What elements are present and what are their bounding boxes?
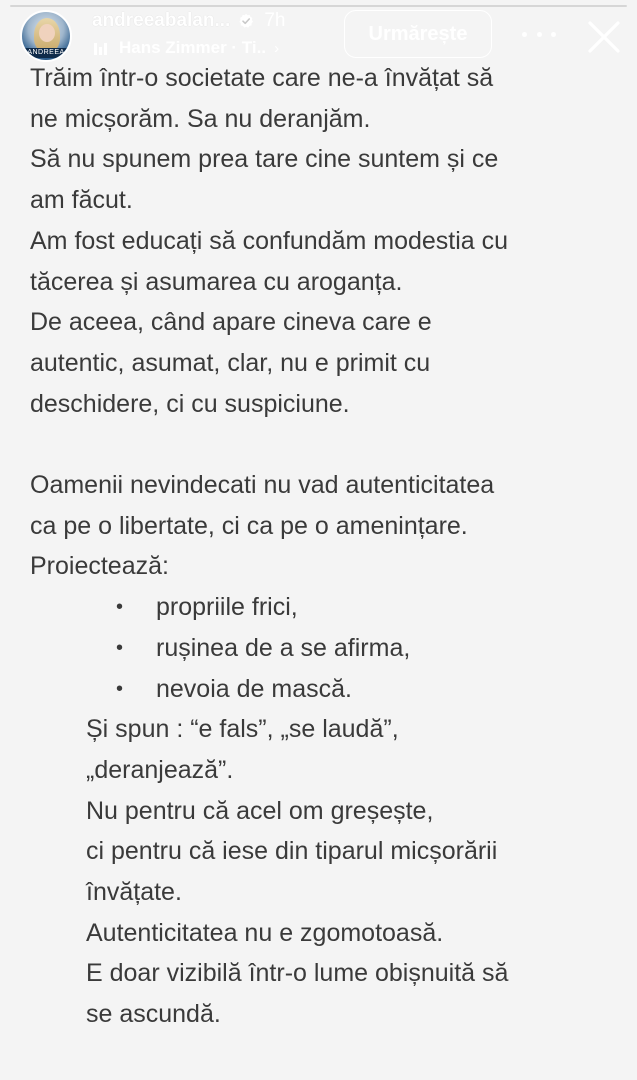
list-item [30, 628, 620, 669]
avatar[interactable] [20, 10, 72, 62]
text-line: E doar vizibilă într-o lume obișnuită să [86, 959, 509, 988]
bullet-list [30, 587, 620, 709]
music-row[interactable] [94, 37, 279, 59]
text-line: Și spun : “e fals”, „se laudă”, [86, 715, 399, 744]
music-bars-icon [94, 41, 110, 55]
text-line: De aceea, când apare cineva care e [30, 308, 432, 337]
username-row [92, 9, 285, 33]
bullet-icon: • [116, 636, 124, 659]
bullet-icon: • [116, 596, 124, 619]
text-line: autentic, asumat, clar, nu e primit cu [30, 348, 431, 377]
paragraph-gap [30, 424, 620, 465]
avatar-face [39, 24, 55, 42]
post-time: 7h [264, 10, 286, 31]
text-line: „deranjează”. [86, 755, 234, 784]
bullet-icon: • [116, 677, 124, 700]
text-line: se ascundă. [86, 1000, 221, 1029]
story-text [30, 58, 620, 1035]
paragraph [30, 465, 620, 587]
text-line: am făcut. [30, 186, 133, 215]
text-line: Oamenii nevindecati nu vad autenticitatea [30, 471, 495, 500]
text-line: ci pentru că iese din tiparul micșorării [86, 837, 498, 866]
paragraph [30, 221, 620, 302]
text-line: deschidere, ci cu suspiciune. [30, 389, 350, 418]
paragraph [30, 58, 620, 139]
text-line: Autenticitatea nu e zgomotoasă. [86, 918, 444, 947]
text-line: tăcerea și asumarea cu aroganța. [30, 267, 403, 296]
paragraph [30, 709, 620, 1035]
paragraph [30, 302, 620, 424]
text-line: Am fost educați să confundăm modestia cu [30, 226, 509, 255]
text-line: Să nu spunem prea tare cine suntem și ce [30, 145, 499, 174]
list-item-text: propriile frici, [156, 593, 298, 622]
text-line: Proiectează: [30, 552, 169, 581]
paragraph [30, 139, 620, 220]
username[interactable]: andreeabalan... [92, 10, 231, 31]
list-item [30, 587, 620, 628]
verified-badge-icon [238, 13, 254, 29]
list-item-text: rușinea de a se afirma, [156, 633, 411, 662]
list-item [30, 669, 620, 710]
list-item-text: nevoia de mască. [156, 674, 352, 703]
follow-button[interactable]: Urmărește [344, 10, 492, 58]
chevron-right-icon: › [274, 39, 280, 57]
text-line: ne micșorăm. Sa nu deranjăm. [30, 104, 371, 133]
avatar-text: ANDREEA [27, 49, 65, 56]
music-label: Hans Zimmer · Ti.. [119, 38, 267, 57]
close-icon[interactable] [586, 19, 622, 55]
more-dots-icon[interactable] [522, 22, 556, 46]
text-line: Nu pentru că acel om greșește, [86, 796, 434, 825]
text-line: ca pe o libertate, ci ca pe o amenințare. [30, 511, 468, 540]
text-line: învățate. [86, 878, 182, 907]
text-line: Trăim într-o societate care ne-a învățat să [30, 64, 494, 92]
